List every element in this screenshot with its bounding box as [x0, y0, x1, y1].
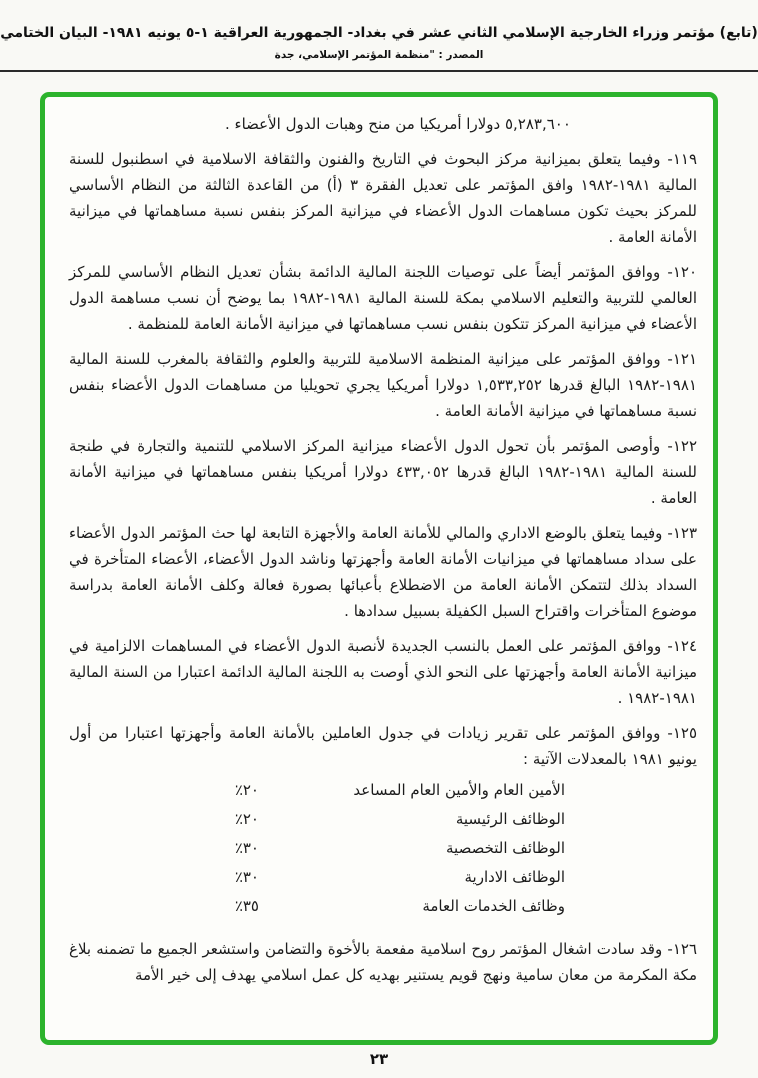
continuation-line: ٥,٢٨٣,٦٠٠ دولارا أمريكيا من منح وهبات الدول الأعضاء . [225, 115, 571, 133]
rate-label: الأمين العام والأمين العام المساعد [353, 781, 565, 799]
table-row [69, 781, 697, 810]
content-frame [40, 92, 718, 1045]
rate-value: ٣٠٪ [234, 839, 259, 857]
rate-value: ٣٥٪ [234, 897, 259, 915]
rate-value: ٢٠٪ [234, 781, 259, 799]
header-divider [0, 70, 758, 72]
page-number: ٢٣ [369, 1050, 389, 1068]
document-title: (تابع) مؤتمر وزراء الخارجية الإسلامي الثاني عشر في بغداد- الجمهورية العراقية ١-٥ يونيه ١٩٨١- البيان الختامي [0, 25, 758, 41]
paragraph-119: ١١٩- وفيما يتعلق بميزانية مركز البحوث في التاريخ والفنون والثقافة الاسلامية في اسطنبول للسنة المالية ١٩٨١-١٩٨٢ وافق المؤتمر على تعديل الفقرة ٣ (أ) من القاعدة الثالثة من النظام الأساسي للمركز بحيث تكون مساهمات الدول الأعضاء في ميزانية المركز بنفس نسبة مساهماتها في ميزانية الأمانة العامة . [69, 150, 697, 246]
rate-label: الوظائف التخصصية [446, 839, 565, 857]
document-source: المصدر : "منظمة المؤتمر الإسلامي، جدة [274, 49, 484, 61]
rate-value: ٢٠٪ [234, 810, 259, 828]
rate-label: الوظائف الادارية [464, 868, 565, 886]
paragraph-122: ١٢٢- وأوصى المؤتمر بأن تحول الدول الأعضاء ميزانية المركز الاسلامي للتنمية والتجارة في طنجة للسنة المالية ١٩٨١-١٩٨٢ البالغ قدرها ٤٣٣,٠٥٢ دولارا أمريكيا بنفس مساهماتها في ميزانية الأمانة العامة . [69, 437, 697, 507]
rate-label: وظائف الخدمات العامة [422, 897, 565, 915]
paragraph-126: ١٢٦- وقد سادت اشغال المؤتمر روح اسلامية مفعمة بالأخوة والتضامن واستشعر الجميع ما تضمنه بلاغ مكة المكرمة من معان سامية ونهج قويم يستنير بهديه كل عمل اسلامي يهدف إلى خير الأمة [69, 940, 697, 984]
page-header [0, 0, 758, 61]
rate-label: الوظائف الرئيسية [455, 810, 565, 828]
rate-value: ٣٠٪ [234, 868, 259, 886]
salary-increase-table [69, 781, 697, 926]
paragraph-125: ١٢٥- ووافق المؤتمر على تقرير زيادات في جدول العاملين بالأمانة العامة وأجهزتها اعتبارا من أول يونيو ١٩٨١ بالمعدلات الآتية : [69, 724, 697, 768]
table-row [69, 839, 697, 868]
paragraph-123: ١٢٣- وفيما يتعلق بالوضع الاداري والمالي للأمانة العامة والأجهزة التابعة لها حث المؤتمر الدول الأعضاء على سداد مساهماتها في ميزانيات الأمانة العامة وأجهزتها وناشد الدول الأعضاء، الأعضاء المتأخرة في السداد بذلك لتتمكن الأمانة العامة من الاضطلاع بأعبائها بصورة فعالة وكلف الأمانة العامة بدراسة موضوع المتأخرات واقتراح السبل الكفيلة بسبيل سدادها . [69, 524, 697, 620]
paragraph-120: ١٢٠- ووافق المؤتمر أيضاً على توصيات اللجنة المالية الدائمة بشأن تعديل النظام الأساسي للمركز العالمي للتربية والتعليم الاسلامي بمكة للسنة المالية ١٩٨١-١٩٨٢ بما يوضح أن نسب مساهمة الدول الأعضاء في ميزانية المركز تتكون بنفس نسب مساهماتها في ميزانية الأمانة العامة للمنظمة . [69, 263, 697, 333]
paragraph-124: ١٢٤- ووافق المؤتمر على العمل بالنسب الجديدة لأنصبة الدول الأعضاء في المساهمات الالزامية في ميزانية الأمانة العامة وأجهزتها على النحو الذي أوصت به اللجنة المالية الدائمة اعتبارا من السنة المالية ١٩٨١-١٩٨٢ . [69, 637, 697, 707]
table-row [69, 810, 697, 839]
paragraph-121: ١٢١- ووافق المؤتمر على ميزانية المنظمة الاسلامية للتربية والعلوم والثقافة بالمغرب للسنة المالية ١٩٨١-١٩٨٢ البالغ قدرها ١,٥٣٣,٢٥٢ دولارا أمريكيا يجري تحويليا من مساهمات الدول الأعضاء بنفس نسبة مساهماتها في ميزانية الأمانة العامة . [69, 350, 697, 420]
table-row [69, 897, 697, 926]
table-row [69, 868, 697, 897]
